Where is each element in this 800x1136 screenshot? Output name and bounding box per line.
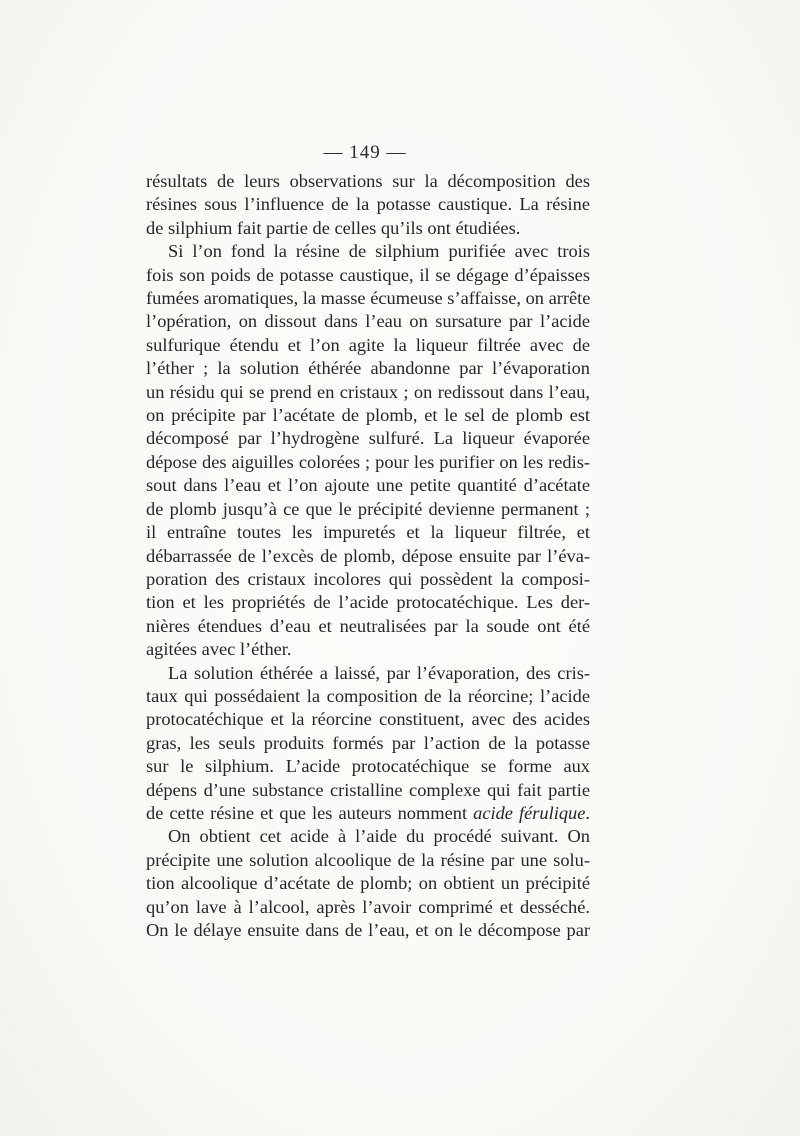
text-line: taux qui possédaient la composition de la réorcine; l’acide bbox=[146, 685, 590, 706]
text-line: résultats de leurs observations sur la décomposition des bbox=[146, 171, 590, 191]
text-line: fois son poids de potasse caustique, il se dégage d’épaisses bbox=[146, 264, 590, 285]
text-line: Si l’on fond la résine de silphium purifiée avec trois bbox=[168, 241, 590, 262]
text-line: On obtient cet acide à l’aide du procédé suivant. On bbox=[168, 826, 590, 847]
text-line: gras, les seuls produits formés par l’action de la potasse bbox=[146, 732, 590, 753]
text-line: de plomb jusqu’à ce que le précipité devienne permanent ; bbox=[146, 498, 590, 519]
text-line: de silphium fait partie de celles qu’ils ont étudiées. bbox=[146, 217, 521, 238]
text-line bbox=[146, 802, 590, 825]
text-line: protocatéchique et la réorcine constituent, avec des acides bbox=[146, 709, 590, 730]
paragraph-4 bbox=[146, 825, 590, 942]
text-line: il entraîne toutes les impuretés et la liqueur filtrée, et bbox=[146, 522, 590, 543]
text-line: agitées avec l’éther. bbox=[146, 639, 292, 660]
text-line: on précipite par l’acétate de plomb, et le sel de plomb est bbox=[146, 405, 590, 426]
text-line: tion et les propriétés de l’acide protocatéchique. Les der- bbox=[146, 592, 590, 613]
text-line: dépens d’une substance cristalline complexe qui fait partie bbox=[146, 779, 590, 800]
text-line: sulfurique étendu et l’on agite la liqueur filtrée avec de bbox=[146, 334, 590, 355]
paragraph-2 bbox=[146, 240, 590, 661]
text-line: sout dans l’eau et l’on ajoute une petite quantité d’acétate bbox=[146, 475, 590, 496]
text-line: précipite une solution alcoolique de la résine par une solu- bbox=[146, 849, 590, 870]
body-text bbox=[146, 170, 590, 942]
text-line: nières étendues d’eau et neutralisées par la soude ont été bbox=[146, 615, 590, 636]
text-line: On le délaye ensuite dans de l’eau, et on le décompose par bbox=[146, 920, 590, 940]
text-line: La solution éthérée a laissé, par l’évaporation, des cris- bbox=[168, 662, 590, 683]
text-line: qu’on lave à l’alcool, après l’avoir comprimé et desséché. bbox=[146, 896, 590, 917]
text-line: débarrassée de l’excès de plomb, dépose ensuite par l’éva- bbox=[146, 545, 590, 566]
text-line: sur le silphium. L’acide protocatéchique se forme aux bbox=[146, 756, 590, 777]
paragraph-3 bbox=[146, 662, 590, 826]
text-line: un résidu qui se prend en cristaux ; on redissout dans l’eau, bbox=[146, 381, 590, 402]
text-line: fumées aromatiques, la masse écumeuse s’affaisse, on arrête bbox=[146, 288, 591, 309]
text-line: résines sous l’influence de la potasse caustique. La résine bbox=[146, 194, 590, 215]
text-line: poration des cristaux incolores qui possèdent la composi- bbox=[146, 568, 590, 589]
page-number: — 149 — bbox=[323, 142, 407, 163]
text-line: l’éther ; la solution éthérée abandonne par l’évaporation bbox=[146, 358, 590, 379]
text-line: dépose des aiguilles colorées ; pour les purifier on les redis- bbox=[146, 451, 590, 472]
paragraph-1 bbox=[146, 170, 590, 240]
text-line: décomposé par l’hydrogène sulfuré. La liqueur évaporée bbox=[146, 428, 590, 449]
text-line: l’opération, on dissout dans l’eau on sursature par l’acide bbox=[146, 311, 590, 332]
text-segment: . bbox=[585, 802, 590, 823]
text-segment: de cette résine et que les auteurs nomment bbox=[146, 802, 474, 823]
italic-term: acide férulique bbox=[473, 802, 586, 823]
text-line: tion alcoolique d’acétate de plomb; on obtient un précipité bbox=[146, 873, 590, 894]
